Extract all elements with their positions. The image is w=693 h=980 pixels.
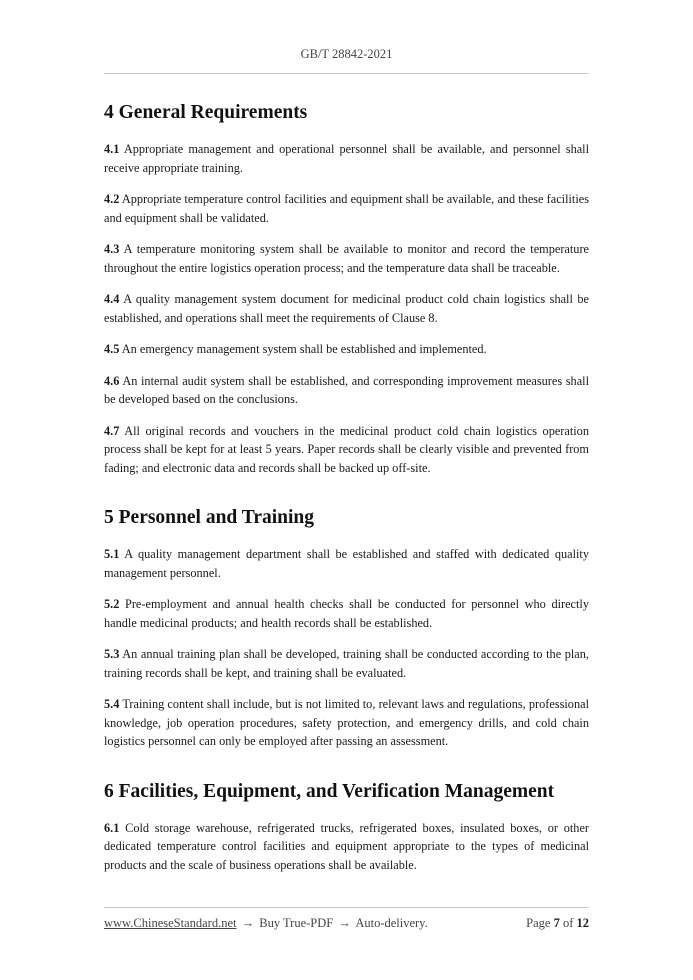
clause-number: 4.3 — [104, 242, 120, 256]
page-header — [104, 47, 589, 62]
section-personnel-and-training — [104, 505, 589, 751]
clause-4-5 — [104, 340, 589, 359]
arrow-right-icon: → — [241, 916, 255, 930]
page-footer — [104, 916, 589, 931]
arrow-right-icon: → — [338, 916, 351, 930]
clause-text: An emergency management system shall be established and implemented. — [121, 342, 487, 356]
clause-text: Training content shall include, but is not limited to, relevant laws and regulations, professional knowledge, job operation procedures, safety protection, and emergency drills, and cold chain logistics personnel can only be employed after passing an assessment. — [104, 697, 589, 748]
clause-text: Appropriate temperature control facilities and equipment shall be available, and these facilities and equipment shall be validated. — [104, 192, 589, 225]
clause-number: 5.2 — [104, 597, 120, 611]
clause-text: All original records and vouchers in the medicinal product cold chain logistics operation process shall be kept for at least 5 years. Paper records shall be clearly visible and prevented from fading; and electronic data and records shall be backed up off-site. — [104, 423, 589, 475]
clause-number: 5.4 — [104, 697, 120, 711]
clause-text: Cold storage warehouse, refrigerated trucks, refrigerated boxes, insulated boxes, or other dedicated temperature control facilities and equipment appropriate to the types of medicinal products and the scale of business operations shall be available. — [104, 820, 590, 872]
page-indicator — [526, 916, 589, 931]
clause-text: A quality management system document for medicinal product cold chain logistics shall be established, and operations shall meet the requirements of Clause 8. — [104, 292, 589, 325]
section-general-requirements — [104, 100, 589, 477]
clause-5-3 — [104, 645, 589, 682]
clause-text: A temperature monitoring system shall be available to monitor and record the temperature throughout the entire logistics operation process; and the temperature data shall be traceable. — [104, 242, 589, 275]
clause-5-1 — [104, 545, 589, 582]
clause-4-1 — [104, 140, 589, 177]
header-divider — [104, 73, 589, 74]
clause-number: 4.6 — [104, 373, 120, 388]
clause-text: Appropriate management and operational personnel shall be available, and personnel shall receive appropriate training. — [104, 142, 590, 175]
page-total: 12 — [576, 916, 589, 930]
section-title: 5 Personnel and Training — [104, 507, 315, 528]
clause-text: A quality management department shall be established and staffed with dedicated quality management personnel. — [104, 547, 589, 580]
clause-text: An internal audit system shall be established, and corresponding improvement measures shall be developed based on the conclusions. — [104, 373, 589, 406]
clause-4-3 — [104, 240, 589, 277]
page-of: of — [562, 916, 574, 930]
page-label: Page — [526, 916, 551, 930]
auto-delivery-text: Auto-delivery. — [355, 916, 428, 930]
section-facilities-equipment — [104, 779, 589, 875]
clause-text: Pre-employment and annual health checks shall be conducted for personnel who directly handle medicinal products; and health records shall be established. — [104, 597, 589, 630]
clause-4-7 — [104, 422, 589, 478]
section-title: 4 General Requirements — [104, 102, 308, 123]
clause-number: 6.1 — [104, 820, 120, 835]
clause-4-4 — [104, 290, 589, 327]
buy-true-pdf-text: Buy True-PDF — [259, 916, 334, 930]
footer-divider — [104, 907, 589, 908]
clause-number: 5.3 — [104, 647, 120, 661]
clause-number: 4.7 — [104, 423, 120, 438]
section-title: 6 Facilities, Equipment, and Verification Management — [104, 780, 555, 802]
website-link[interactable]: www.ChineseStandard.net — [104, 916, 237, 930]
document-body — [104, 100, 589, 874]
clause-4-6 — [104, 372, 589, 409]
clause-number: 4.1 — [104, 142, 120, 156]
clause-5-4 — [104, 695, 589, 751]
clause-number: 4.5 — [104, 342, 120, 356]
clause-4-2 — [104, 190, 589, 227]
clause-text: An annual training plan shall be developed, training shall be conducted according to the plan, training records shall be kept, and training shall be evaluated. — [104, 647, 589, 680]
footer-left — [104, 916, 428, 931]
document-code: GB/T 28842-2021 — [300, 47, 393, 61]
page-current: 7 — [553, 916, 560, 930]
clause-6-1 — [104, 819, 589, 875]
clause-number: 4.2 — [104, 192, 120, 206]
clause-5-2 — [104, 595, 589, 632]
clause-number: 4.4 — [104, 292, 120, 306]
clause-number: 5.1 — [104, 547, 120, 561]
